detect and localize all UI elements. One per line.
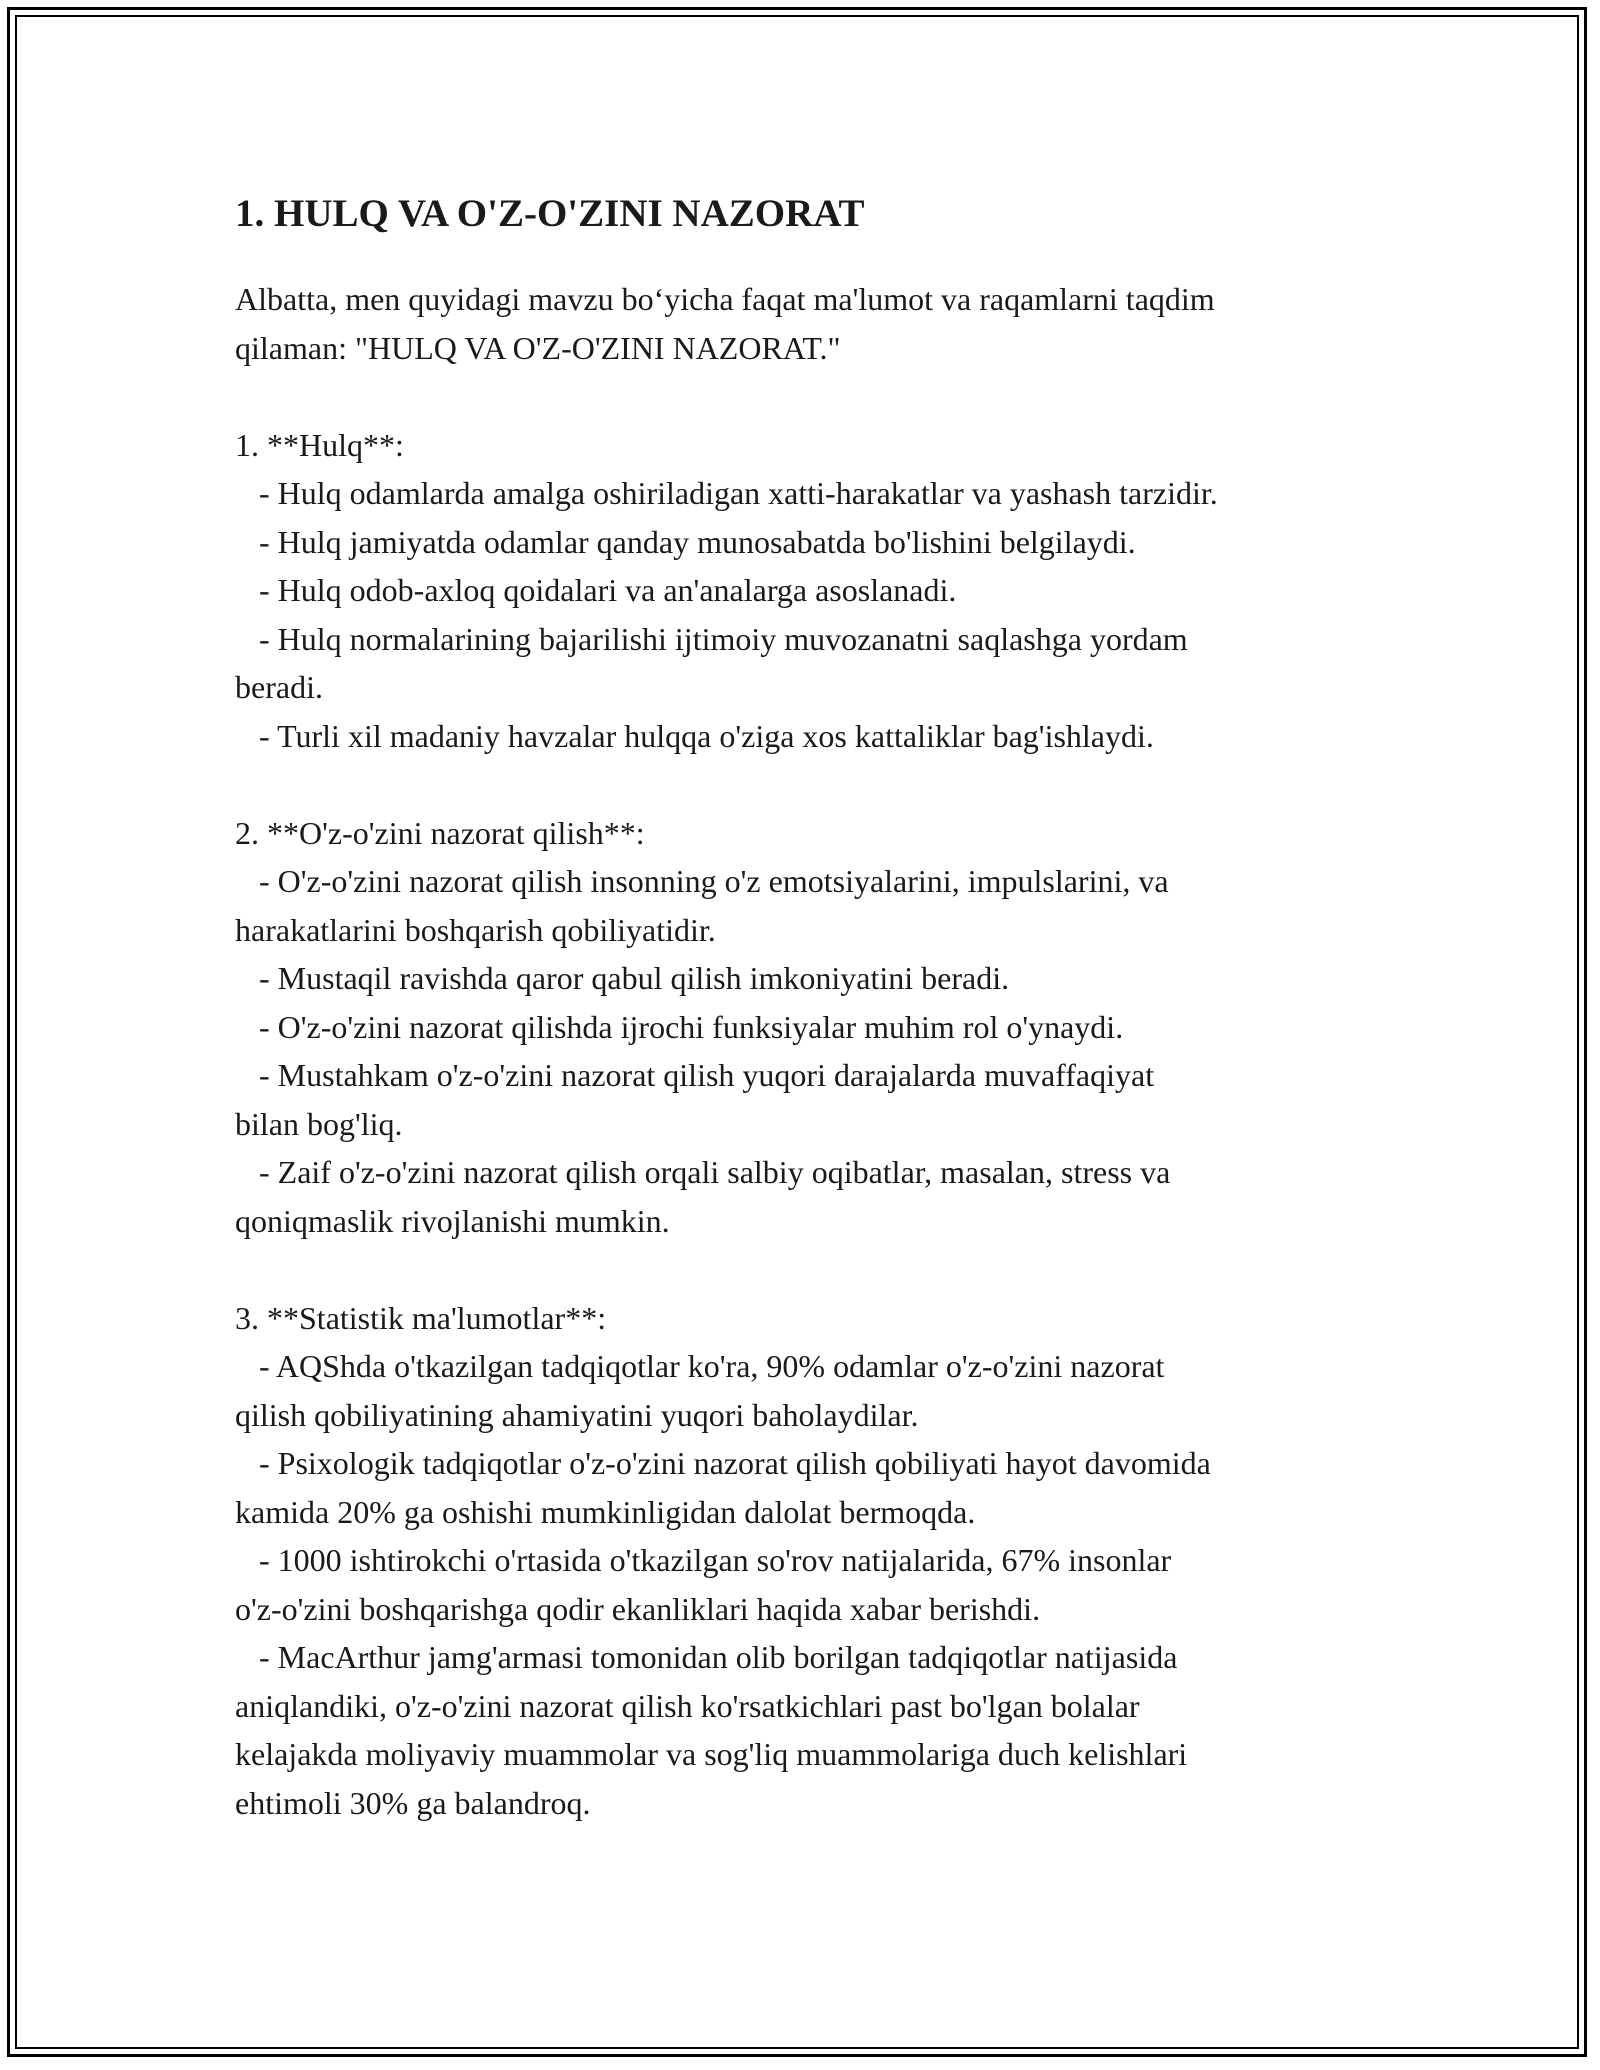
text-line: - Zaif o'z-o'zini nazorat qilish orqali salbiy oqibatlar, masalan, stress va	[235, 1154, 1171, 1190]
text-line: - MacArthur jamg'armasi tomonidan olib borilgan tadqiqotlar natijasida	[235, 1639, 1178, 1675]
text-line: - O'z-o'zini nazorat qilishda ijrochi funksiyalar muhim rol o'ynaydi.	[235, 1008, 1124, 1045]
text-line: - 1000 ishtirokchi o'rtasida o'tkazilgan so'rov natijalarida, 67% insonlar	[235, 1542, 1172, 1578]
text-line: - AQShda o'tkazilgan tadqiqotlar ko'ra, 90% odamlar o'z-o'zini nazorat	[235, 1348, 1165, 1384]
text-line: - O'z-o'zini nazorat qilish insonning o'z emotsiyalarini, impulslarini, va	[235, 863, 1169, 899]
text-line: - Hulq jamiyatda odamlar qanday munosabatda bo'lishini belgilaydi.	[235, 523, 1136, 560]
text-line: - Mustaqil ravishda qaror qabul qilish imkoniyatini beradi.	[235, 960, 1010, 996]
text-line: qoniqmaslik rivojlanishi mumkin.	[235, 1202, 670, 1239]
document-title: 1. HULQ VA O'Z-O'ZINI NAZORAT	[235, 192, 865, 235]
text-line: qilaman: "HULQ VA O'Z-O'ZINI NAZORAT."	[235, 329, 841, 366]
text-line: bilan bog'liq.	[235, 1105, 403, 1142]
text-line: - Mustahkam o'z-o'zini nazorat qilish yuqori darajalarda muvaffaqiyat	[235, 1057, 1155, 1093]
text-line: qilish qobiliyatining ahamiyatini yuqori baholaydilar.	[235, 1396, 919, 1433]
text-line: kelajakda moliyaviy muammolar va sog'liq muammolariga duch kelishlari	[235, 1736, 1188, 1772]
text-line: beradi.	[235, 669, 323, 705]
text-line: - Hulq odamlarda amalga oshiriladigan xatti-harakatlar va yashash tarzidir.	[235, 475, 1218, 511]
text-line: 3. **Statistik ma'lumotlar**:	[235, 1299, 607, 1336]
text-line: - Psixologik tadqiqotlar o'z-o'zini nazorat qilish qobiliyati hayot davomida	[235, 1445, 1211, 1481]
text-line: - Hulq normalarining bajarilishi ijtimoiy muvozanatni saqlashga yordam	[235, 620, 1188, 657]
blank-line	[235, 760, 1405, 809]
text-line: 2. **O'z-o'zini nazorat qilish**:	[235, 814, 645, 851]
text-line: ehtimoli 30% ga balandroq.	[235, 1784, 591, 1821]
text-line: - Hulq odob-axloq qoidalari va an'analarga asoslanadi.	[235, 572, 957, 608]
text-line: kamida 20% ga oshishi mumkinligidan dalolat bermoqda.	[235, 1493, 976, 1530]
text-line: - Turli xil madaniy havzalar hulqqa o'ziga xos kattaliklar bag'ishlaydi.	[235, 717, 1154, 754]
document-page	[235, 185, 1405, 1827]
text-line: harakatlarini boshqarish qobiliyatidir.	[235, 911, 716, 948]
text-line: o'z-o'zini boshqarishga qodir ekanliklari haqida xabar berishdi.	[235, 1590, 1041, 1627]
blank-line	[235, 1245, 1405, 1294]
text-line: Albatta, men quyidagi mavzu bo‘yicha faqat ma'lumot va raqamlarni taqdim	[235, 281, 1215, 317]
document-body	[235, 275, 1405, 1827]
text-line: aniqlandiki, o'z-o'zini nazorat qilish ko'rsatkichlari past bo'lgan bolalar	[235, 1687, 1140, 1724]
text-line: 1. **Hulq**:	[235, 426, 404, 463]
blank-line	[235, 372, 1405, 421]
